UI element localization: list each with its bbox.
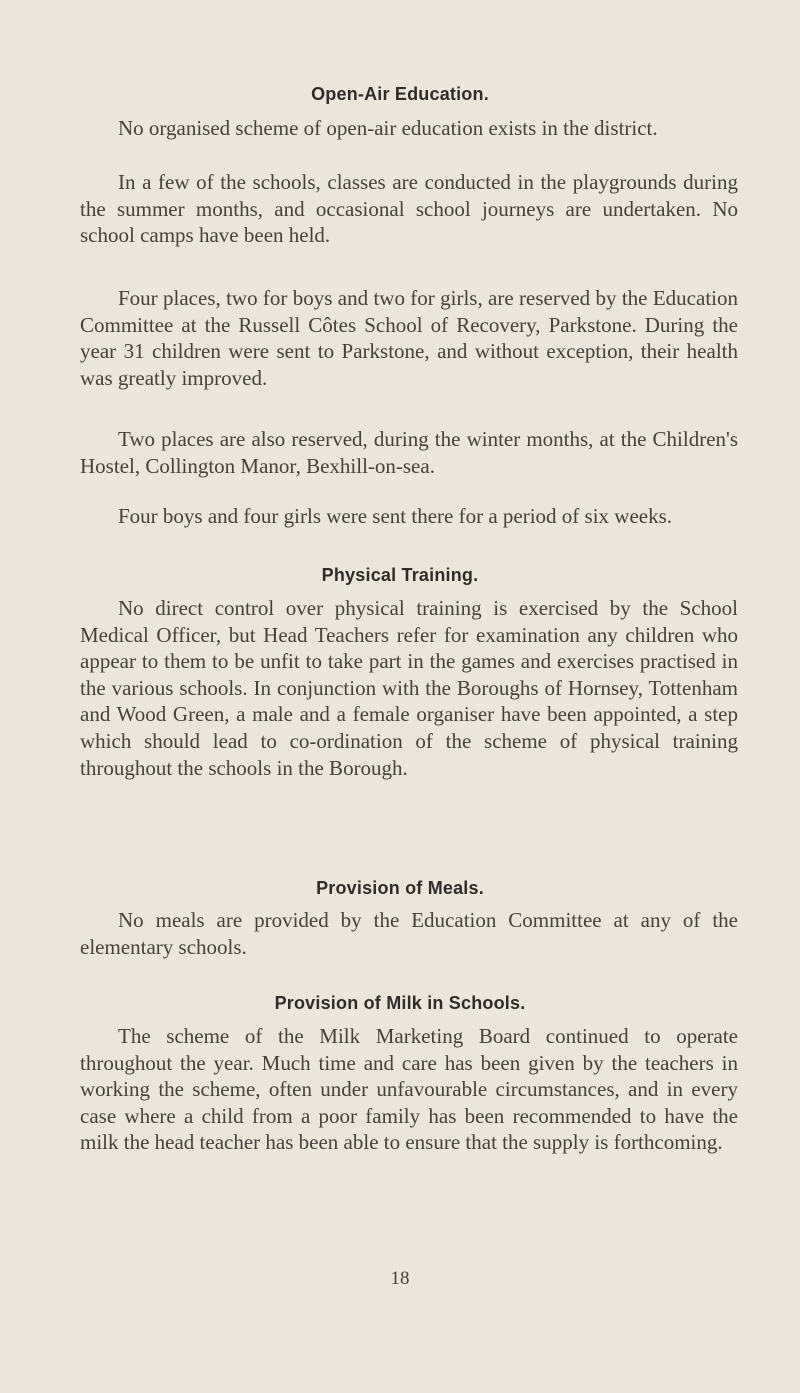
paragraph: Four boys and four girls were sent there for a period of six weeks. (118, 504, 673, 528)
paragraph: In a few of the schools, classes are conducted in the playgrounds during the summer months, and occasional school journeys are undertaken. No school camps have been held. (80, 170, 738, 248)
section-heading-provision-of-meals: Provision of Meals. (316, 878, 484, 898)
section-heading-provision-of-milk: Provision of Milk in Schools. (274, 993, 526, 1013)
section-heading-physical-training: Physical Training. (321, 565, 479, 585)
paragraph: The scheme of the Milk Marketing Board continued to operate throughout the year. Much time and care has been given by the teachers in working the scheme, often under unfavourable circumstances, and in every case where a child from a poor family has been recommended to have the milk the head teacher has been able to ensure that the supply is forthcoming. (80, 1024, 738, 1155)
paragraph: Two places are also reserved, during the winter months, at the Children's Hostel, Collington Manor, Bexhill-on-sea. (80, 427, 738, 478)
page-number: 18 (390, 1268, 410, 1289)
paragraph: Four places, two for boys and two for girls, are reserved by the Education Committee at the Russell Côtes School of Recovery, Parkstone. During the year 31 children were sent to Parkstone, and without exception, their health was greatly improved. (80, 286, 738, 390)
paragraph: No meals are provided by the Education Committee at any of the elementary schools. (80, 908, 738, 959)
section-heading-open-air-education: Open-Air Education. (311, 84, 489, 104)
paragraph: No organised scheme of open-air education exists in the district. (118, 116, 658, 140)
paragraph: No direct control over physical training is exercised by the School Medical Officer, but Head Teachers refer for examination any children who appear to them to be unfit to take part in the games and exercises practised in the various schools. In conjunction with the Boroughs of Hornsey, Tottenham and Wood Green, a male and a female organiser have been appointed, a step which should lead to co-ordination of the scheme of physical training throughout the schools in the Borough. (80, 596, 738, 780)
